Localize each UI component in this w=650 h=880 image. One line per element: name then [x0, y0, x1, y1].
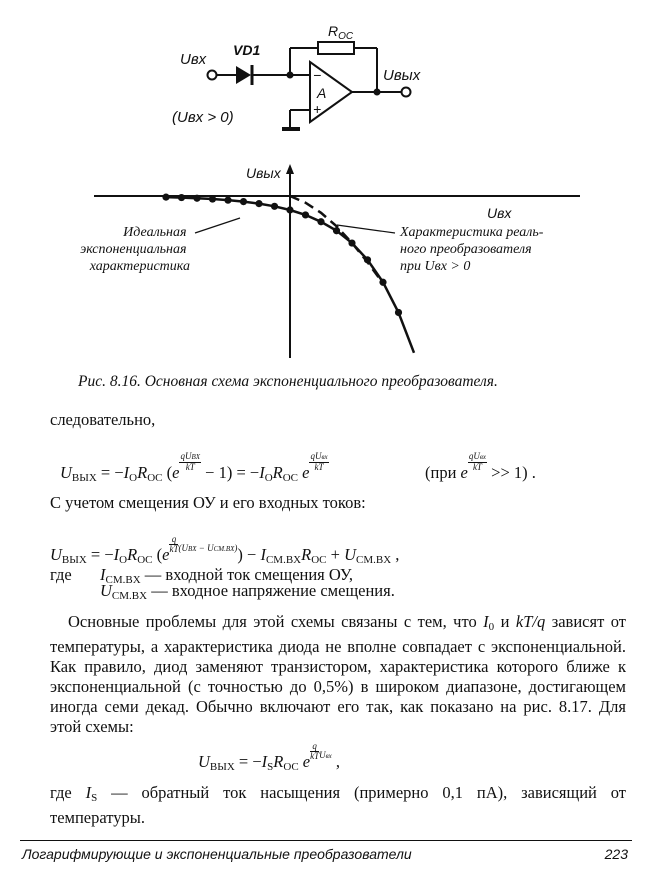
ideal-data-point [224, 197, 231, 204]
opamp-plus: + [313, 101, 322, 117]
saturation-current-text: где $I_S$ — обратный ток насыщения (примерно 0,1 пА), зависящий от температуры. [50, 783, 626, 827]
resistor-label: $R_{OC}$ [328, 23, 354, 42]
main-paragraph: Основные проблемы для этой схемы связаны с тем, что $I_0$ и kT/q зависят от температуры, а характеристика диода не вполне совпадает с экспоненциальной. Как правило, диод заменяют транзистором, характеристика которого ближе к экспоненциальной (с точностью до 0,5%) в широком диапазоне, достигающем иногда семи декад. Обычно включают его так, как показано на рис. 8.17. Для этой схемы: [50, 612, 626, 736]
ideal-data-point [395, 309, 402, 316]
left-leader [195, 218, 240, 233]
output-label: Uвых [383, 67, 421, 84]
opamp-label: A [317, 85, 327, 101]
output-terminal [402, 88, 411, 97]
formula-2: $U_{ВЫХ} = -I_OR_{OC}$ (e $\frac{q}{kT}$ $^{(UBX - UCM.BX)}) - I_{CM.BX}R_{OC} + U_{CM.BX}$ , [50, 534, 400, 566]
ideal-data-point [302, 211, 309, 218]
diode-label: VD1 [233, 42, 261, 58]
input-terminal [208, 71, 217, 80]
page-number: 223 [604, 846, 628, 862]
input-condition: (Uвх > 0) [172, 109, 234, 126]
y-axis-arrow-icon [286, 164, 294, 174]
running-title: Логарифмирующие и экспоненциальные преобразователи [22, 846, 412, 862]
offset-intro-text: С учетом смещения ОУ и его входных токов: [50, 493, 366, 512]
formula-3: $U_{ВЫХ} = -I_SR_{OC}$ e $\frac{q}{kT}$ $^{Uвх}$ , [198, 741, 341, 773]
page-footer [20, 840, 632, 862]
ideal-data-point [162, 194, 169, 201]
opamp-minus: − [313, 67, 322, 83]
ideal-data-point [240, 198, 247, 205]
formula-1: $U_{ВЫХ} = -I_OR_{OC}$ (e $\frac{\text{qUBX}}{kT}$ − $1) = -I_OR_{OC}$ e $\frac{\text{qUвх}}{kT}$ [60, 451, 328, 484]
right-leader [337, 225, 395, 233]
ideal-data-point [286, 206, 293, 213]
left-annotation: Идеальная экспоненциальная характеристика [80, 225, 190, 274]
ideal-data-point [317, 218, 324, 225]
real-curve [290, 196, 383, 283]
circuit-diagram [0, 0, 650, 160]
figure-caption: Рис. 8.16. Основная схема экспоненциального преобразователя. [78, 373, 498, 390]
ideal-data-point [255, 200, 262, 207]
feedback-resistor [318, 42, 354, 54]
ground-icon [282, 127, 300, 131]
formula-1-condition: (при e $\frac{\text{qUвх}}{kT}$ >> 1) . [425, 451, 536, 482]
ideal-data-point [271, 203, 278, 210]
where-bias-current: $I_{CM.BX}$ — входной ток смещения ОУ, [100, 565, 354, 586]
x-axis-label: Uвх [487, 205, 512, 221]
input-label: Uвх [180, 51, 207, 68]
ideal-data-point [178, 194, 185, 201]
right-annotation: Характеристика реаль- ного преобразователя при Uвх > 0 [400, 225, 544, 274]
where-offset-voltage: $U_{CM.BX}$ — входное напряжение смещения. [100, 581, 395, 602]
consequently-text: следовательно, [50, 410, 156, 429]
y-axis-label: Uвых [246, 165, 281, 181]
ideal-data-point [333, 227, 340, 234]
where-label: где [50, 565, 72, 584]
diode-icon [236, 65, 252, 85]
characteristic-plot [0, 158, 650, 370]
ideal-data-point [209, 195, 216, 202]
ideal-data-point [193, 195, 200, 202]
